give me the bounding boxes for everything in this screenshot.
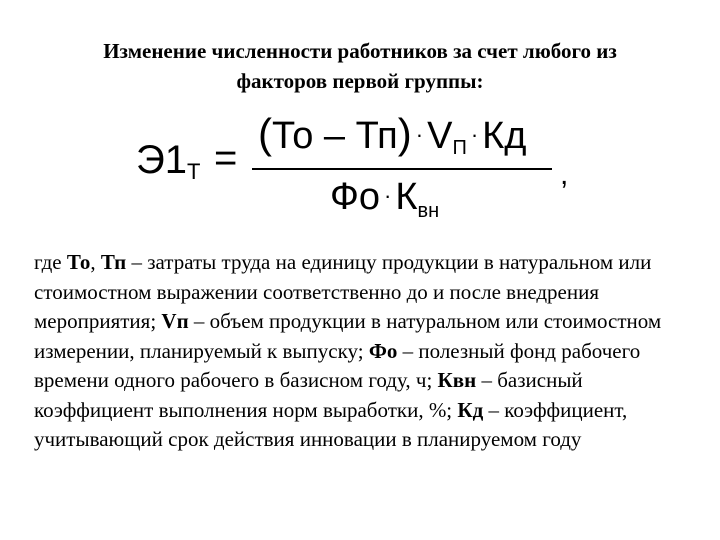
- formula-denominator: [330, 174, 439, 233]
- formula: [0, 112, 720, 232]
- formula-lhs-subscript: Т: [187, 159, 201, 184]
- term-kvn: Квн: [437, 368, 477, 392]
- numerator-difference: То – Тп: [272, 115, 398, 157]
- numerator-close-paren: ): [397, 110, 412, 157]
- text-segment: – затраты труда на единицу продукции в натуральном или стоимостном выражении соответственно до и после внедрения мероприятия;: [34, 250, 652, 333]
- title-line-1: Изменение численности работников за счет любого из: [103, 39, 617, 63]
- slide-title: [40, 36, 680, 96]
- denominator-fund: Фо: [330, 176, 381, 218]
- text-segment: – базисный коэффициент выполнения норм выработки, %;: [34, 368, 583, 422]
- term-kd: Кд: [457, 397, 484, 422]
- formula-numerator: [258, 112, 526, 170]
- numerator-volume: V: [427, 115, 453, 157]
- term-vp: Vп: [161, 309, 189, 333]
- text-segment: где: [34, 250, 67, 274]
- numerator-coefficient: Кд: [482, 115, 527, 157]
- text-segment: ,: [90, 250, 101, 274]
- text-segment: – коэффициент, учитывающий срок действия инновации в планируемом году: [34, 397, 628, 451]
- term-to: То: [66, 250, 91, 274]
- formula-comma: ,: [560, 158, 569, 191]
- text-segment: – полезный фонд рабочего времени одного рабочего в базисном году, ч;: [34, 338, 641, 392]
- multiply-dot: ·: [384, 183, 392, 208]
- formula-equals: =: [214, 136, 238, 180]
- term-fo: Фо: [368, 338, 398, 363]
- formula-lhs: [136, 140, 200, 192]
- text-segment: – объем продукции в натуральном или стоимостном измерении, планируемый к выпуску;: [34, 309, 662, 363]
- explanation-text: [34, 248, 684, 455]
- multiply-dot: ·: [470, 122, 479, 147]
- fraction-bar: [252, 168, 552, 170]
- multiply-dot: ·: [415, 122, 424, 147]
- numerator-open-paren: (: [258, 110, 272, 157]
- formula-lhs-symbol: Э1: [136, 138, 187, 182]
- title-line-2: факторов первой группы:: [236, 69, 484, 93]
- denominator-coefficient: К: [395, 176, 418, 218]
- numerator-volume-subscript: П: [452, 137, 467, 159]
- denominator-coefficient-subscript: вн: [417, 200, 440, 222]
- term-tp: Тп: [100, 250, 127, 274]
